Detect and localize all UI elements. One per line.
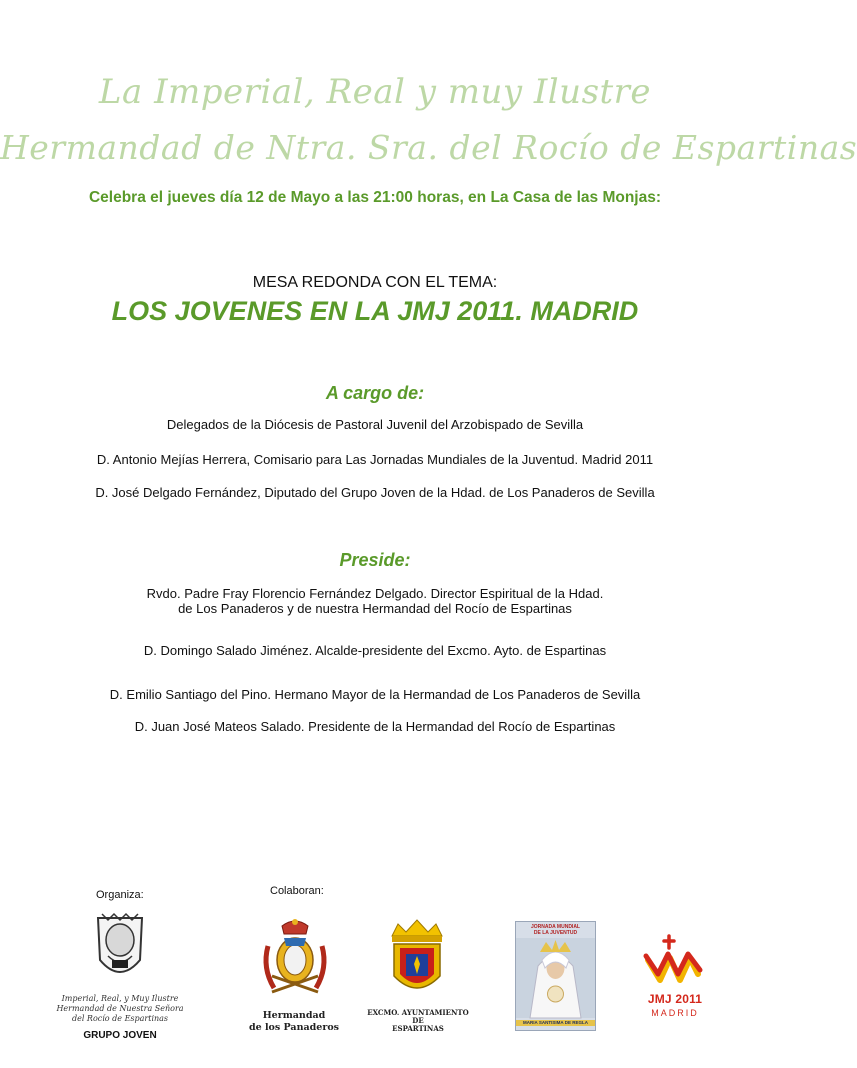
cargo-item-3: D. José Delgado Fernández, Diputado del Grupo Joven de la Hdad. de Los Panaderos de Sevilla: [95, 485, 655, 500]
panaderos-caption-1: Hermandad: [262, 1010, 326, 1021]
poster-title-2: DE LA JUVENTUD: [533, 930, 578, 936]
org-caption-1: Imperial, Real, y Muy Ilustre: [61, 994, 179, 1003]
panaderos-caption-2: de los Panaderos: [248, 1022, 340, 1033]
title-line-1: La Imperial, Real y muy Ilustre: [98, 72, 652, 112]
ayuntamiento-crest-icon: [386, 918, 448, 1002]
crest-icon: [88, 912, 152, 988]
poster-caption: MARIA SANTISIMA DE REGLA: [516, 1020, 595, 1026]
panaderos-crest-logo: [260, 916, 330, 1006]
cargo-item-2: D. Antonio Mejías Herrera, Comisario para Las Jornadas Mundiales de la Juventud. Madrid 2011: [96, 452, 654, 467]
ayto-caption-2: DE: [412, 1016, 424, 1025]
panaderos-crest-icon: [260, 916, 330, 1006]
jmj-poster: [515, 921, 596, 1031]
ayto-caption-3: ESPARTINAS: [392, 1024, 444, 1033]
preside-item-4: D. Juan José Mateos Salado. Presidente de la Hermandad del Rocío de Espartinas: [134, 719, 616, 734]
org-caption-3: del Rocío de Espartinas: [71, 1014, 169, 1023]
mesa-intro: MESA REDONDA CON EL TEMA:: [252, 274, 498, 291]
preside-item-1-line-1: Rvdo. Padre Fray Florencio Fernández Delgado. Director Espiritual de la Hdad.: [146, 586, 604, 601]
jmj-city: MADRID: [651, 1008, 699, 1018]
cargo-heading: A cargo de:: [325, 383, 425, 403]
rocio-crest-logo: [88, 912, 152, 988]
event-theme: LOS JOVENES EN LA JMJ 2011. MADRID: [111, 296, 639, 326]
preside-item-2: D. Domingo Salado Jiménez. Alcalde-presidente del Excmo. Ayto. de Espartinas: [143, 643, 607, 658]
preside-item-3: D. Emilio Santiago del Pino. Hermano Mayor de la Hermandad de Los Panaderos de Sevilla: [109, 687, 641, 702]
title-line-2: Hermandad de Ntra. Sra. del Rocío de Espartinas: [0, 128, 857, 167]
poster-title-1: JORNADA MUNDIAL: [531, 924, 580, 930]
ayuntamiento-crest-logo: [386, 918, 448, 1002]
preside-heading: Preside:: [339, 550, 411, 570]
jmj-year: JMJ 2011: [647, 992, 703, 1006]
ayto-caption-1: EXCMO. AYUNTAMIENTO: [367, 1008, 469, 1017]
organiza-label: Organiza:: [96, 889, 144, 901]
event-subtitle: Celebra el jueves día 12 de Mayo a las 21:00 horas, en La Casa de las Monjas:: [88, 189, 662, 206]
colaboran-label: Colaboran:: [270, 885, 324, 897]
jmj-cross-crown-icon: [640, 934, 710, 990]
preside-item-1-line-2: de Los Panaderos y de nuestra Hermandad del Rocío de Espartinas: [178, 601, 572, 616]
virgin-image-icon: [516, 938, 595, 1018]
cargo-item-1: Delegados de la Diócesis de Pastoral Juvenil del Arzobispado de Sevilla: [166, 417, 584, 432]
jmj-logo: [640, 934, 710, 990]
org-group: GRUPO JOVEN: [83, 1030, 157, 1041]
org-caption-2: Hermandad de Nuestra Señora: [56, 1004, 184, 1013]
